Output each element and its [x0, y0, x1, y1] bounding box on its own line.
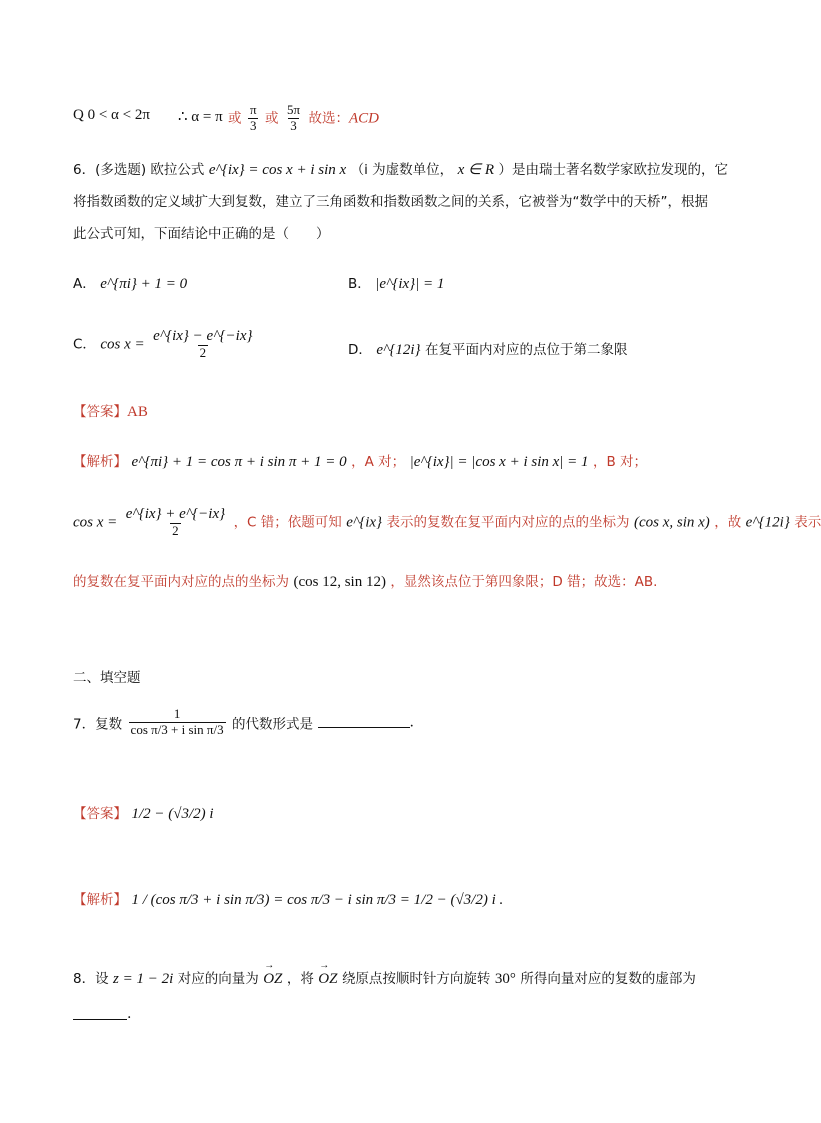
- q7-stem: [73, 707, 414, 738]
- option-b-expr: |e^{ix}| = 1: [375, 276, 445, 292]
- q6-analysis-line-1: [73, 450, 647, 471]
- analysis-text-h: ，显然该点位于第四象限；D 错；故选：AB.: [390, 574, 658, 590]
- q8-vector-oz-1: → OZ: [263, 971, 282, 988]
- analysis-coord-1: (cos x, sin x): [633, 514, 710, 531]
- analysis-coord-2: (cos 12, sin 12): [293, 574, 386, 590]
- q6-line-2: 将指数函数的定义域扩大到复数，建立了三角函数和指数函数之间的关系，它被誉为“数学中的天桥”，根据: [73, 194, 708, 210]
- q8-vector-oz-2: → OZ: [318, 971, 337, 988]
- answer-value: AB: [127, 404, 148, 420]
- q8-text-i: 所得向量对应的复数的虚部为: [520, 971, 696, 987]
- q8-end-dot: .: [127, 1006, 132, 1022]
- analysis-tag: 【解析】: [73, 454, 127, 470]
- q7-answer-value: 1/2 − (√3/2) i: [131, 806, 214, 822]
- q5-condition: Q 0 < α < 2π: [73, 107, 150, 123]
- q6-stem-b: （i 为虚数单位，: [350, 162, 454, 178]
- option-d-expr: e^{12i}: [376, 342, 421, 358]
- q7-fraction: [129, 707, 226, 738]
- q7-answer: [73, 802, 214, 823]
- analysis-text-d: 表示的复数在复平面内对应的点的坐标为: [386, 514, 630, 531]
- q6-stem-d: ）是由瑞士著名数学家欧拉发现的，它: [498, 162, 728, 178]
- q5-choose-value: ACD: [348, 110, 379, 127]
- analysis-frac-den: 2: [172, 523, 179, 539]
- analysis-text-e: ，故: [714, 514, 742, 531]
- q6-x-in-r: x ∈ R: [457, 162, 495, 178]
- q5-frac1-num: π: [249, 102, 257, 117]
- q7-label: 7．复数: [73, 716, 123, 733]
- q5-fraction-1: [248, 103, 259, 134]
- q8-answer-blank[interactable]: [73, 1005, 127, 1020]
- q8-answer-line: [73, 1005, 131, 1022]
- q5-or-1: 或: [228, 110, 242, 127]
- q5-or-2: 或: [264, 110, 279, 127]
- q6-line-1: [73, 158, 728, 179]
- q7-dot: .: [409, 714, 414, 731]
- option-c-label: C．: [73, 336, 96, 353]
- q5-therefore: ∴ α = π: [178, 109, 223, 125]
- q6-option-d: [348, 338, 627, 359]
- analysis-expr-2: |e^{ix}| = |cos x + i sin x| = 1: [409, 454, 589, 470]
- option-d-label: D．: [348, 342, 372, 358]
- option-b-label: B．: [348, 276, 371, 292]
- q7-analysis: [73, 888, 503, 909]
- q8-z-expr: z = 1 − 2i: [113, 971, 174, 987]
- q7-analysis-expr: 1 / (cos π/3 + i sin π/3) = cos π/3 − i sin π/3 = 1/2 − (√3/2) i .: [131, 892, 504, 908]
- q5-frac2-num: 5π: [286, 102, 301, 117]
- q8-text-e: ，将: [286, 971, 314, 987]
- q7-tail: 的代数形式是: [232, 716, 314, 733]
- q7-answer-blank[interactable]: [318, 713, 410, 728]
- q8-text-c: 对应的向量为: [177, 971, 259, 987]
- option-d-text: 在复平面内对应的点位于第二象限: [424, 342, 628, 358]
- q8-text-g: 绕原点按顺时针方向旋转: [341, 971, 491, 987]
- q5-fraction-2: [285, 103, 302, 134]
- q5-choose-label: 故选：: [308, 110, 349, 127]
- q6-option-b: [348, 272, 444, 293]
- q6-option-c: [73, 328, 257, 361]
- q6-euler-formula: e^{ix} = cos x + i sin x: [208, 162, 347, 178]
- q6-answer: [73, 400, 148, 421]
- option-c-den: 2: [199, 345, 207, 361]
- q7-analysis-tag: 【解析】: [73, 892, 127, 908]
- analysis-frac-num: e^{ix} + e^{−ix}: [125, 506, 226, 522]
- q7-num: 1: [173, 706, 181, 721]
- analysis-text-a: ，A 对；: [351, 454, 406, 470]
- analysis-fraction: [124, 506, 227, 539]
- q6-stem-a: 6．(多选题) 欧拉公式: [73, 162, 205, 178]
- analysis-text-b: ，B 对；: [592, 454, 648, 470]
- q8-stem: [73, 967, 696, 988]
- section-heading-fill-blank: 二、填空题: [73, 670, 141, 686]
- analysis-expr-1: e^{πi} + 1 = cos π + i sin π + 1 = 0: [131, 454, 347, 470]
- answer-tag: 【答案】: [73, 404, 127, 420]
- q5-frac2-den: 3: [290, 117, 297, 133]
- option-c-fraction: [151, 328, 254, 361]
- q5-result-expr: [228, 103, 379, 134]
- analysis-text-c: ，C 错；依题可知: [233, 514, 342, 531]
- q6-analysis-line-2: [73, 506, 821, 539]
- analysis-text-g: 的复数在复平面内对应的点的坐标为: [73, 574, 289, 590]
- q5-frac1-den: 3: [249, 117, 257, 133]
- q7-answer-tag: 【答案】: [73, 806, 127, 822]
- option-c-num: e^{ix} − e^{−ix}: [153, 328, 253, 344]
- analysis-cos-lhs: cos x =: [73, 514, 118, 531]
- option-a-expr: e^{πi} + 1 = 0: [100, 276, 188, 292]
- q6-option-a: [73, 272, 187, 293]
- option-a-label: A．: [73, 276, 96, 292]
- q7-den: cos π/3 + i sin π/3: [130, 721, 224, 737]
- q8-text-a: 8．设: [73, 971, 109, 987]
- analysis-text-f: 表示: [794, 514, 821, 531]
- q8-angle: 30°: [494, 971, 516, 987]
- analysis-e12i: e^{12i}: [745, 514, 790, 531]
- q6-analysis-line-3: [73, 570, 657, 591]
- option-c-lhs: cos x =: [100, 336, 145, 353]
- q6-line-3: 此公式可知，下面结论中正确的是（ ）: [73, 226, 330, 242]
- analysis-eix: e^{ix}: [346, 514, 383, 531]
